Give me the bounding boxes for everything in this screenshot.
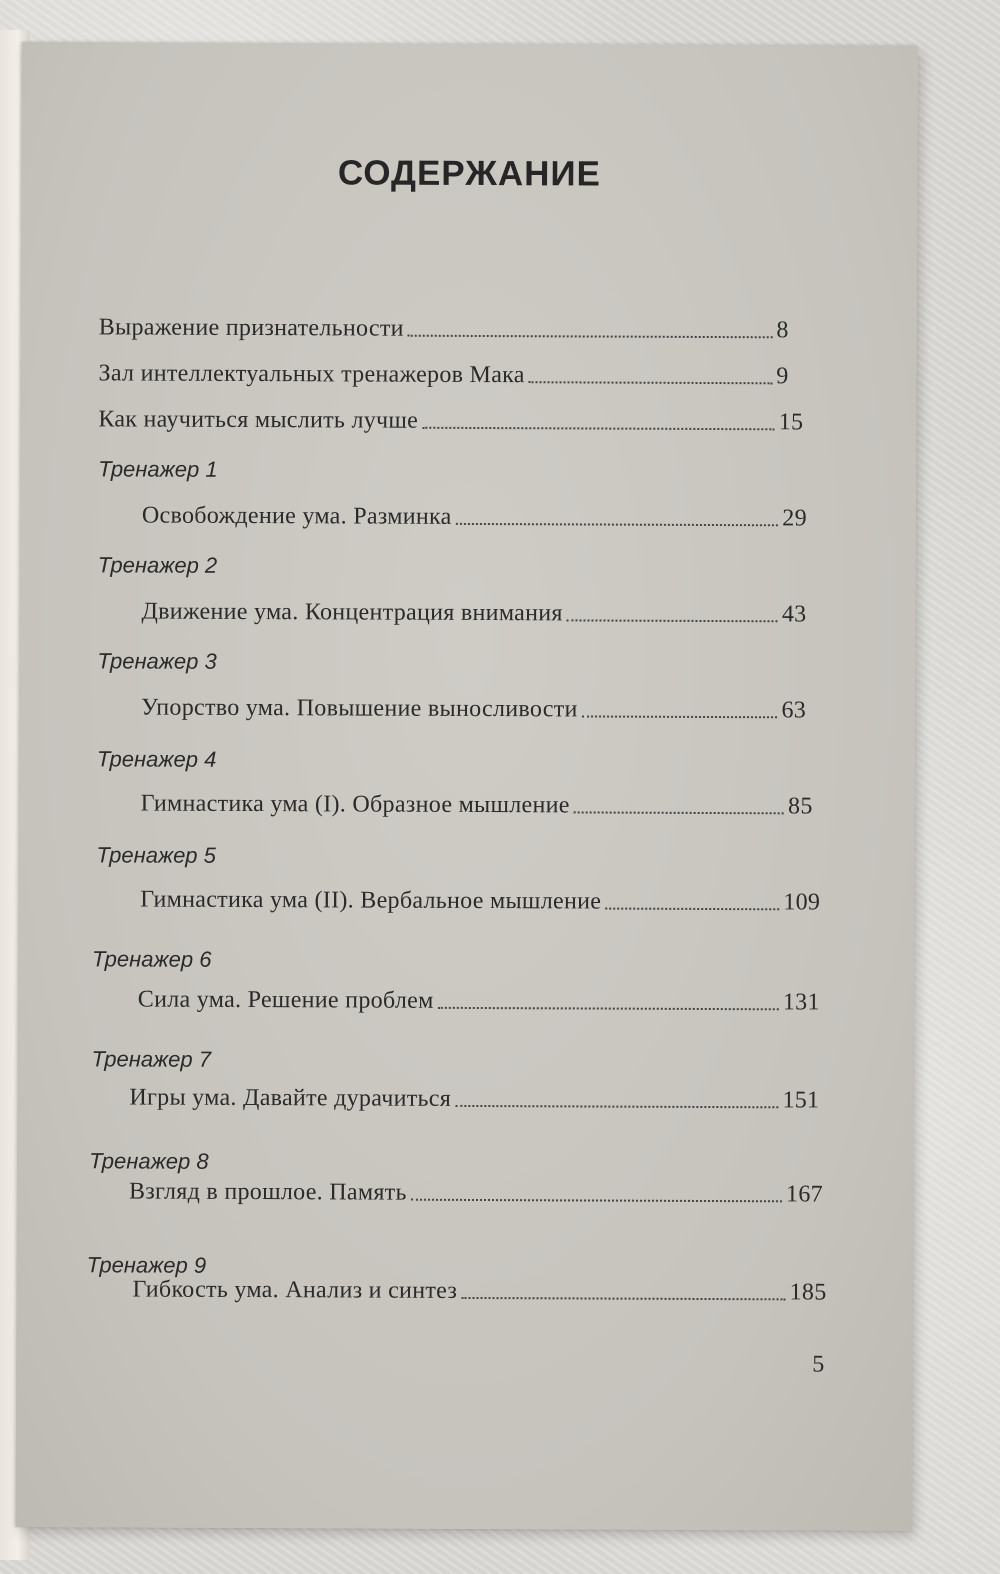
toc-entry-page: 8: [776, 317, 789, 344]
toc-entry-page: 43: [781, 601, 807, 628]
dot-leader: [408, 335, 773, 339]
dot-leader: [461, 1297, 785, 1300]
book-page: [16, 42, 918, 1531]
toc-entry-page: 185: [789, 1279, 827, 1306]
toc-entry-page: 9: [776, 363, 789, 390]
dot-leader: [456, 523, 779, 526]
section-label: Тренажер 5: [96, 842, 216, 868]
toc-entry-title: Освобождение ума. Разминка: [141, 502, 452, 530]
section-label: Тренажер 7: [91, 1046, 212, 1072]
dot-leader: [567, 619, 778, 622]
toc-entry-page: 85: [788, 793, 813, 820]
toc-entry: [141, 695, 806, 725]
page-number: 5: [812, 1351, 825, 1378]
toc-entry: [129, 1178, 823, 1208]
toc-entry-title: Сила ума. Решение проблем: [137, 986, 434, 1014]
toc-entry: [138, 987, 820, 1017]
dot-leader: [411, 1199, 782, 1203]
section-label: Тренажер 4: [96, 746, 217, 772]
toc-entry-title: Игры ума. Давайте дурачиться: [129, 1084, 452, 1112]
toc-entry-title: Как научиться мыслить лучше: [98, 406, 419, 434]
toc-entry-title: Гибкость ума. Анализ и синтез: [132, 1276, 458, 1304]
toc-entry-title: Выражение признательности: [98, 314, 404, 342]
toc-entry: [129, 1084, 819, 1114]
section-label: Тренажер 1: [98, 456, 218, 482]
toc-entry-page: 15: [778, 409, 804, 436]
toc-entry: [142, 503, 807, 533]
toc-entry-page: 167: [786, 1181, 824, 1208]
dot-leader: [574, 811, 784, 814]
toc-entry-title: Гимнастика ума (II). Вербальное мышление: [140, 886, 602, 915]
section-label: Тренажер 9: [86, 1252, 207, 1278]
dot-leader: [605, 908, 779, 911]
dot-leader: [529, 381, 773, 384]
dot-leader: [455, 1105, 778, 1108]
toc-entry-page: 109: [783, 889, 821, 916]
dot-leader: [422, 427, 775, 431]
toc-entry-page: 131: [782, 989, 820, 1016]
toc-entry-page: 63: [781, 697, 807, 724]
toc-entry-page: 151: [782, 1087, 820, 1114]
dot-leader: [582, 715, 778, 718]
toc-entry: [132, 1276, 826, 1306]
toc-entry: [99, 314, 789, 344]
toc-entry: [140, 887, 820, 917]
section-label: Тренажер 6: [91, 946, 212, 972]
toc-entry-title: Гимнастика ума (I). Образное мышление: [140, 790, 570, 819]
toc-entry: [98, 360, 788, 390]
page-title: СОДЕРЖАНИЕ: [337, 153, 602, 194]
toc-entry-title: Движение ума. Концентрация внимания: [141, 598, 563, 627]
toc-entry-title: Упорство ума. Повышение выносливости: [141, 694, 578, 723]
section-label: Тренажер 2: [97, 552, 218, 578]
dot-leader: [438, 1007, 779, 1010]
toc-entry-title: Взгляд в прошлое. Память: [128, 1178, 407, 1206]
section-label: Тренажер 8: [89, 1148, 209, 1174]
toc-entry: [98, 406, 803, 436]
toc-entry-page: 29: [782, 505, 807, 532]
section-label: Тренажер 3: [97, 648, 217, 674]
toc-entry-title: Зал интеллектуальных тренажеров Мака: [98, 360, 525, 389]
toc-entry: [141, 599, 806, 629]
toc-entry: [141, 791, 813, 821]
